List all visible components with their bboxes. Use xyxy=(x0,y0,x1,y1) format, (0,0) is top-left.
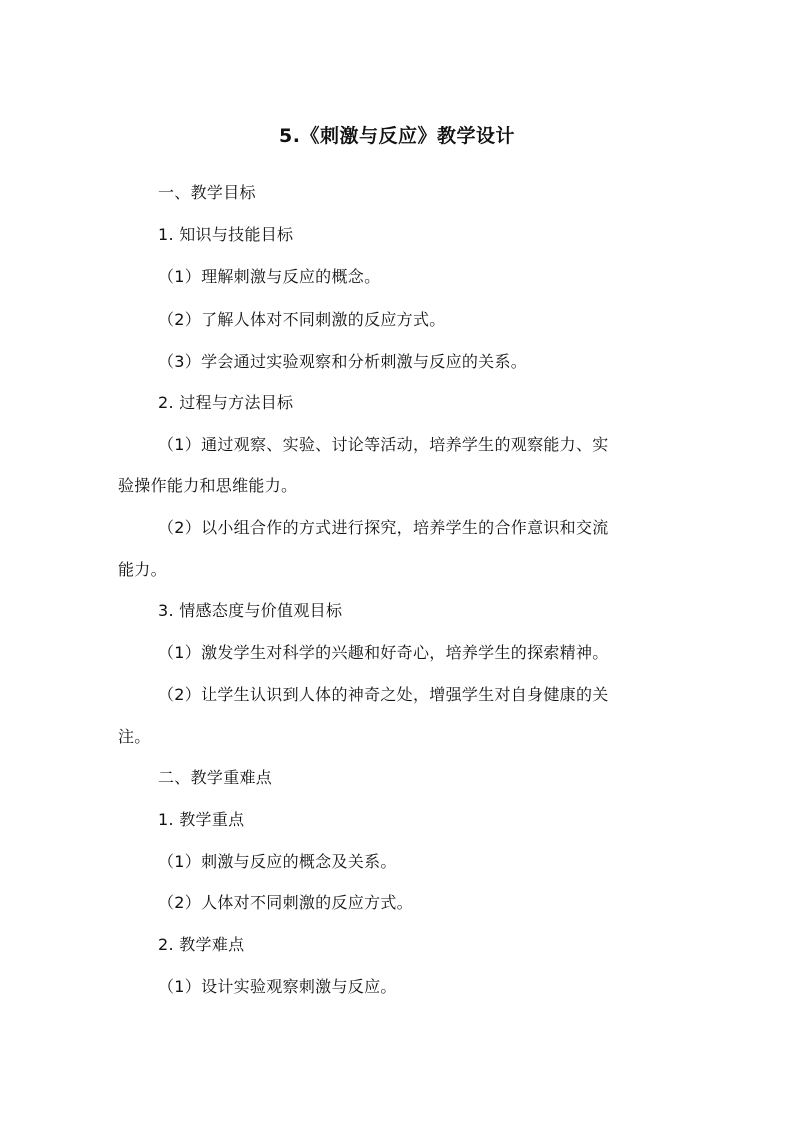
paragraph-line: （3）学会通过实验观察和分析刺激与反应的关系。 xyxy=(158,352,528,371)
paragraph-line-continued: 注。 xyxy=(118,727,151,746)
paragraph-line: （1）通过观察、实验、讨论等活动，培养学生的观察能力、实 xyxy=(158,435,609,454)
subheading-teaching-focus: 1. 教学重点 xyxy=(158,810,245,829)
subheading-teaching-difficulty: 2. 教学难点 xyxy=(158,935,245,954)
paragraph-line: （2）了解人体对不同刺激的反应方式。 xyxy=(158,310,446,329)
document-title: 5.《刺激与反应》教学设计 xyxy=(279,125,515,147)
subheading-knowledge-skills: 1. 知识与技能目标 xyxy=(158,225,294,244)
paragraph-line: （2）让学生认识到人体的神奇之处，增强学生对自身健康的关 xyxy=(158,685,609,704)
paragraph-line: （1）激发学生对科学的兴趣和好奇心，培养学生的探索精神。 xyxy=(158,643,609,662)
paragraph-line: （1）刺激与反应的概念及关系。 xyxy=(158,852,397,871)
subheading-attitude-values: 3. 情感态度与价值观目标 xyxy=(158,601,343,620)
paragraph-line-continued: 能力。 xyxy=(118,560,167,579)
section-heading-key-points: 二、教学重难点 xyxy=(158,768,273,787)
paragraph-line: （2）人体对不同刺激的反应方式。 xyxy=(158,893,413,912)
paragraph-line: （1）设计实验观察刺激与反应。 xyxy=(158,977,397,996)
paragraph-line: （1）理解刺激与反应的概念。 xyxy=(158,267,381,286)
subheading-process-methods: 2. 过程与方法目标 xyxy=(158,393,294,412)
paragraph-line: （2）以小组合作的方式进行探究，培养学生的合作意识和交流 xyxy=(158,518,609,537)
paragraph-line-continued: 验操作能力和思维能力。 xyxy=(118,476,298,495)
section-heading-objectives: 一、教学目标 xyxy=(158,183,256,202)
